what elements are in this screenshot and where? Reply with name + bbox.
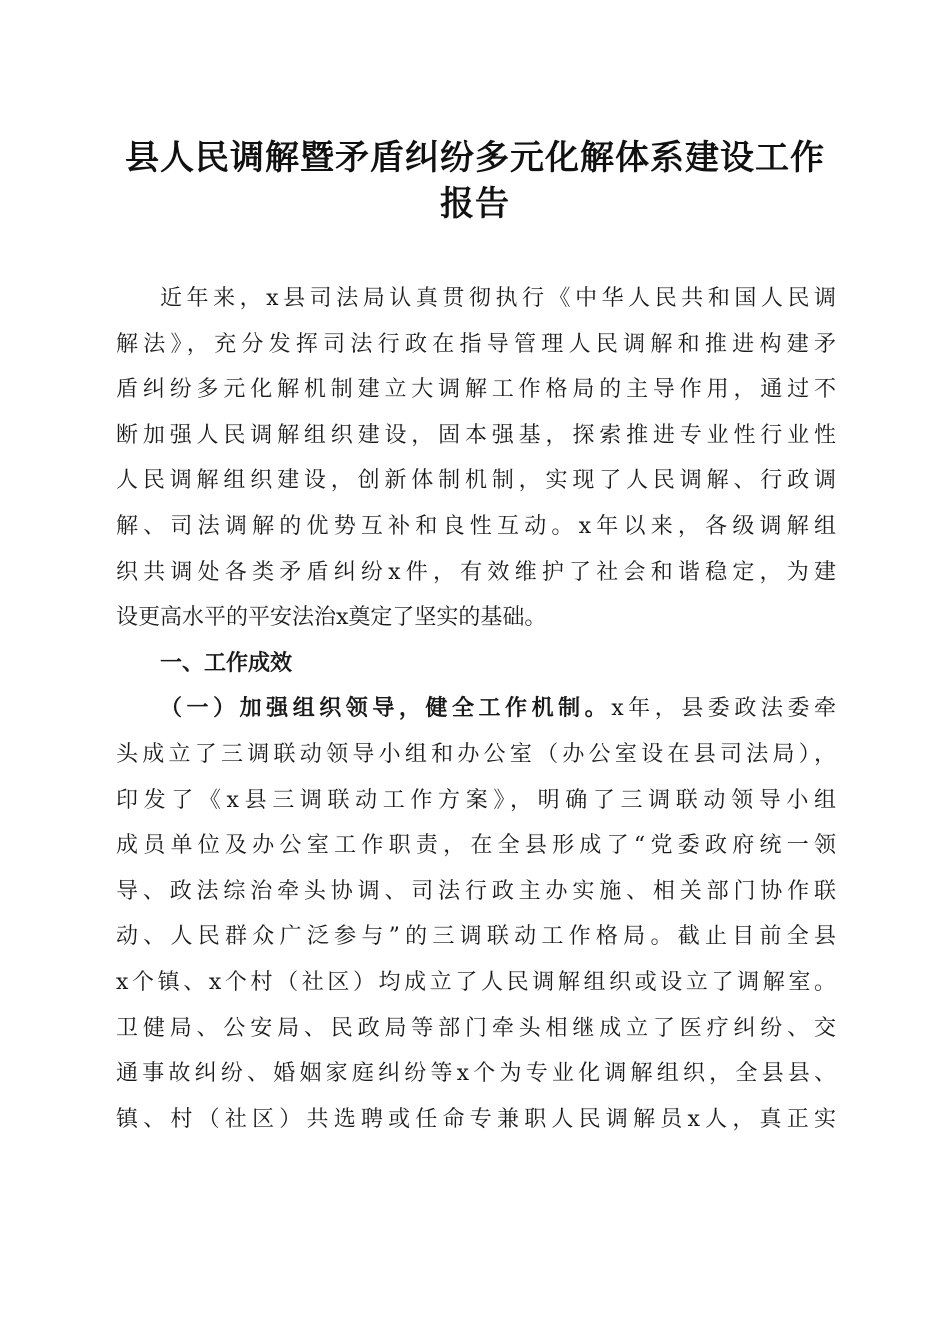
subsection-1-line-8: 卫健局、公安局、民政局等部门牵头相继成立了医疗纠纷、交 [116,1015,836,1041]
intro-line-7: 织共调处各类矛盾纠纷x件，有效维护了社会和谐稳定，为建 [116,559,836,585]
section-heading-1: 一、工作成效 [160,650,293,676]
intro-line-6: 解、司法调解的优势互补和良性互动。x年以来，各级调解组 [116,513,836,539]
intro-line-3: 盾纠纷多元化解机制建立大调解工作格局的主导作用，通过不 [116,377,836,403]
subsection-1-line-3: 印发了《x县三调联动工作方案》，明确了三调联动领导小组 [116,787,836,813]
subsection-1-line-5: 导、政法综治牵头协调、司法行政主办实施、相关部门协作联 [116,878,836,904]
document-body [116,276,836,1142]
intro-line-2: 解法》，充分发挥司法行政在指导管理人民调解和推进构建矛 [116,331,836,357]
subsection-heading-1: （一）加强组织领导，健全工作机制。 [160,696,612,722]
document-title [110,135,840,227]
subsection-1-first-line-rest: x年，县委政法委牵 [611,696,836,722]
intro-line-4: 断加强人民调解组织建设，固本强基，探索推进专业性行业性 [116,422,836,448]
subsection-1-line-2: 头成立了三调联动领导小组和办公室（办公室设在县司法局）， [116,741,836,767]
title-line-2: 报告 [440,184,510,224]
subsection-1-line-6: 动、人民群众广泛参与”的三调联动工作格局。截止目前全县 [116,924,836,950]
intro-line-8: 设更高水平的平安法治x奠定了坚实的基础。 [116,605,547,631]
subsection-1-line-7: x个镇、x个村（社区）均成立了人民调解组织或设立了调解室。 [116,969,836,995]
title-line-1: 县人民调解暨矛盾纠纷多元化解体系建设工作 [125,138,825,178]
intro-line-1: 近年来，x县司法局认真贯彻执行《中华人民共和国人民调 [160,286,836,311]
subsection-1-first-line [116,686,836,732]
intro-line-5: 人民调解组织建设，创新体制机制，实现了人民调解、行政调 [116,468,836,494]
subsection-1-line-9: 通事故纠纷、婚姻家庭纠纷等x个为专业化调解组织，全县县、 [116,1061,836,1087]
subsection-1-line-4: 成员单位及办公室工作职责，在全县形成了“党委政府统一领 [116,833,836,859]
subsection-1-line-10: 镇、村（社区）共选聘或任命专兼职人民调解员x人，真正实 [116,1106,836,1132]
